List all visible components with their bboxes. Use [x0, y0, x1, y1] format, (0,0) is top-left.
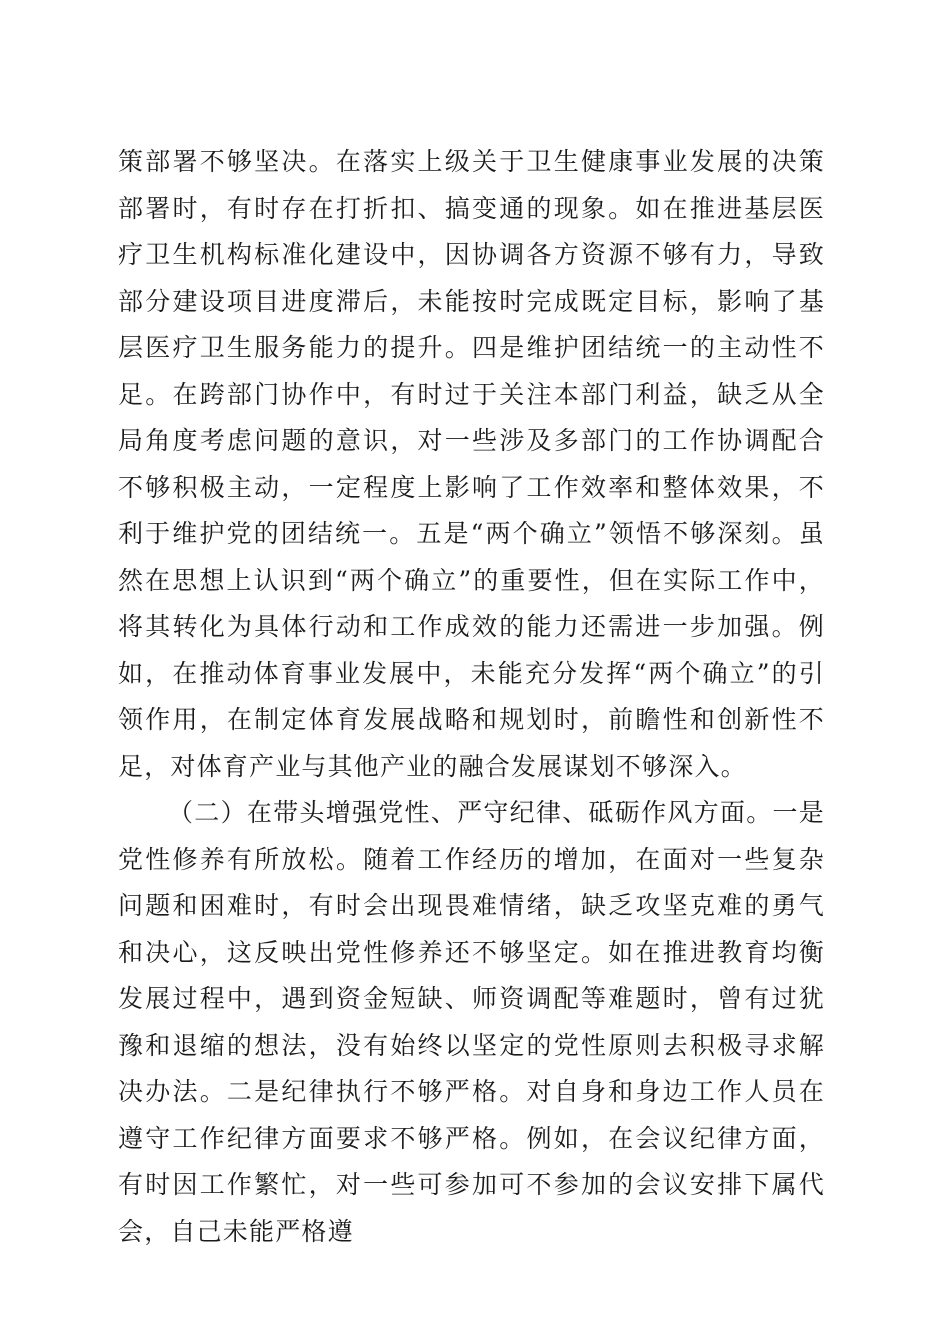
body-text	[118, 139, 825, 1255]
paragraph-section-two: （二）在带头增强党性、严守纪律、砥砺作风方面。一是党性修养有所放松。随着工作经历的增加，在面对一些复杂问题和困难时，有时会出现畏难情绪，缺乏攻坚克难的勇气和决心，这反映出党性修养还不够坚定。如在推进教育均衡发展过程中，遇到资金短缺、师资调配等难题时，曾有过犹豫和退缩的想法，没有始终以坚定的党性原则去积极寻求解决办法。二是纪律执行不够严格。对自身和身边工作人员在遵守工作纪律方面要求不够严格。例如，在会议纪律方面，有时因工作繁忙，对一些可参加可不参加的会议安排下属代会，自己未能严格遵	[118, 798, 825, 1246]
paragraph-continuation: 策部署不够坚决。在落实上级关于卫生健康事业发展的决策部署时，有时存在打折扣、搞变通的现象。如在推进基层医疗卫生机构标准化建设中，因协调各方资源不够有力，导致部分建设项目进度滞后，未能按时完成既定目标，影响了基层医疗卫生服务能力的提升。四是维护团结统一的主动性不足。在跨部门协作中，有时过于关注本部门利益，缺乏从全局角度考虑问题的意识，对一些涉及多部门的工作协调配合不够积极主动，一定程度上影响了工作效率和整体效果，不利于维护党的团结统一。五是“两个确立”领悟不够深刻。虽然在思想上认识到“两个确立”的重要性，但在实际工作中，将其转化为具体行动和工作成效的能力还需进一步加强。例如，在推动体育事业发展中，未能充分发挥“两个确立”的引领作用，在制定体育发展战略和规划时，前瞻性和创新性不足，对体育产业与其他产业的融合发展谋划不够深入。	[118, 147, 825, 781]
